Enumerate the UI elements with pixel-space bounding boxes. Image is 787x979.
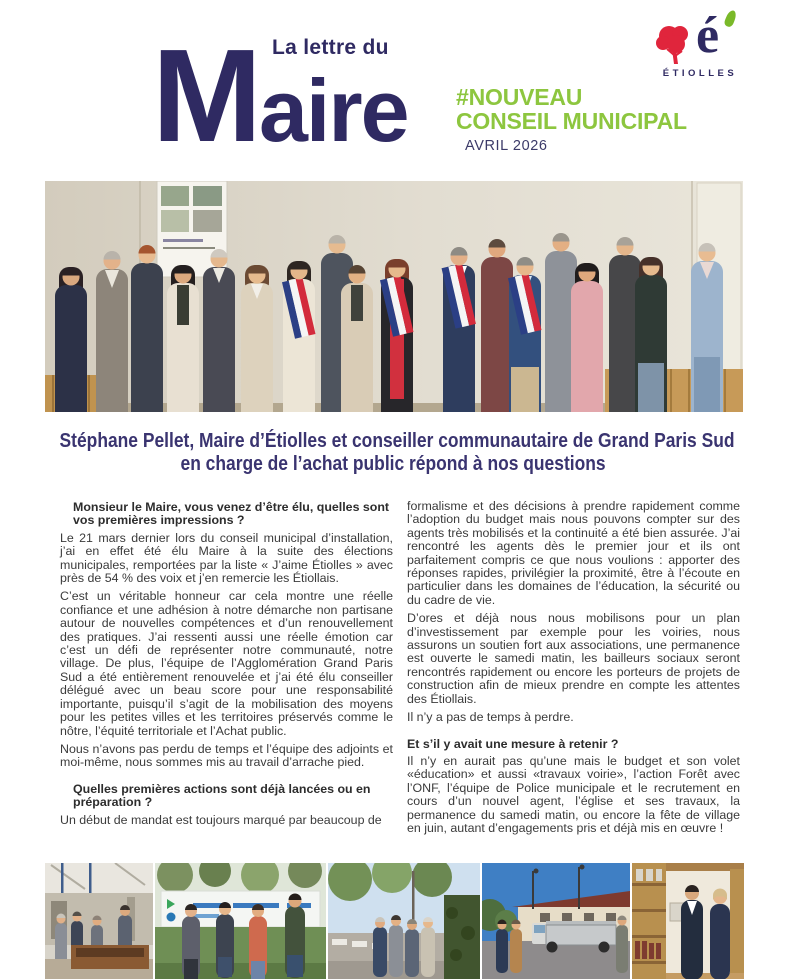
leaf-icon [723,9,738,28]
photo-workshop [45,863,153,979]
article-right-column [407,500,740,840]
article-headline [0,429,787,475]
hashtag-line2: CONSEIL MUNICIPAL [456,107,687,134]
headline-line2: en charge de l’achat public répond à nos questions [180,452,607,475]
article-left-column [60,500,393,840]
logo-letter: é [696,7,720,64]
paragraph: Il n’y en aurait pas qu’une mais le budget et son volet «éducation» et aussi «travaux voirie», l’action Forêt avec l’ONF, l’équipe de Police municipale et le recrutement en cours d’un nouvel agent, l’église et ses travaux, la permanence du samedi matin, ou encore la fête de village en juin, autant d’engagements pris et déjà mis en œuvre ! [407,753,740,835]
issue-date: AVRIL 2026 [465,137,548,154]
logo-wordmark: ÉTIOLLES [662,68,738,79]
interview-article [60,500,740,840]
photo-street-visit [328,863,480,979]
photo-truck-depot [482,863,630,979]
question: Quelles premières actions sont déjà lancées ou en préparation ? [73,781,371,810]
photo-office-meeting [632,863,744,979]
paragraph: Il n’y a pas de temps à perdre. [407,710,574,725]
question: Monsieur le Maire, vous venez d’être élu, quelles sont vos premières impressions ? [73,500,390,528]
question: Et s’il y avait une mesure à retenir ? [407,736,619,751]
paragraph: Le 21 mars dernier lors du conseil municipal d’installation, j’ai en effet été élu Maire à la suite des élections municipales, remportées par la liste « J’aime Étiolles » avec près de 54 % des voix et j’en remercie les Étiollais. [60,530,393,586]
paragraph: formalisme et des décisions à prendre rapidement comme l’adoption du budget mais nous pouvons compter sur des agents très mobilisés et la continuité a été bien assurée. J’ai rencontré les agents dès le premier jour et ils ont parfaitement compris ce que nous voulions : apporter des réponses rapides, privilégier la proximité, être à l’écoute en particulier dans les domaines de l’éducation, la sécurité ou du cadre de vie. [407,499,740,607]
paragraph: D’ores et déjà nous nous mobilisons pour un plan d’investissement par exemple pour les voiries, nous assurons un soutien fort aux associations, une permanence est ouverte le samedi matin, les bailleurs sociaux seront rencontrés rapidement ou encore les porteurs de projets de construction afin de mieux prendre en compte les attentes des Étiollais. [407,611,740,706]
photo-association-sign [155,863,326,979]
masthead-title-initial: M [152,22,259,169]
headline-line1: Stéphane Pellet, Maire d’Étiolles et conseiller communautaire de Grand Paris Sud [59,429,735,452]
hashtag-line1: #NOUVEAU [456,84,583,110]
photo-strip [45,863,744,979]
masthead-kicker: La lettre du [272,36,389,59]
etiolles-logo [650,7,750,84]
paragraph: C’est un véritable honneur car cela montre une réelle confiance et une adhésion à notre démarche non partisane autour de nouvelles compétences et d’un renouvellement des pratiques. J’ai ressenti aussi une réelle émotion car c’est un défi de représenter notre communauté, notre village. De plus, l’équipe de l’Agglomération Grand Paris Sud a été entièrement renouvelée et j’ai été élu conseiller délégué avec un beau score pour une responsabilité importante, puisqu’il s’agit de la mobilisation des moyens pour les petites villes et les territoires préservés comme le nôtre, l’équité territoriale et l’Achat public. [60,589,393,738]
paragraph: Nous n’avons pas perdu de temps et l’équipe des adjoints et moi-même, nous sommes mis au travail d’arrache pied. [60,741,393,770]
council-group-photo [45,181,743,412]
masthead-title-rest: aire [258,61,408,160]
paragraph: Un début de mandat est toujours marqué par beaucoup de [60,812,382,827]
issue-tagline [456,86,687,154]
tree-icon [654,22,696,68]
